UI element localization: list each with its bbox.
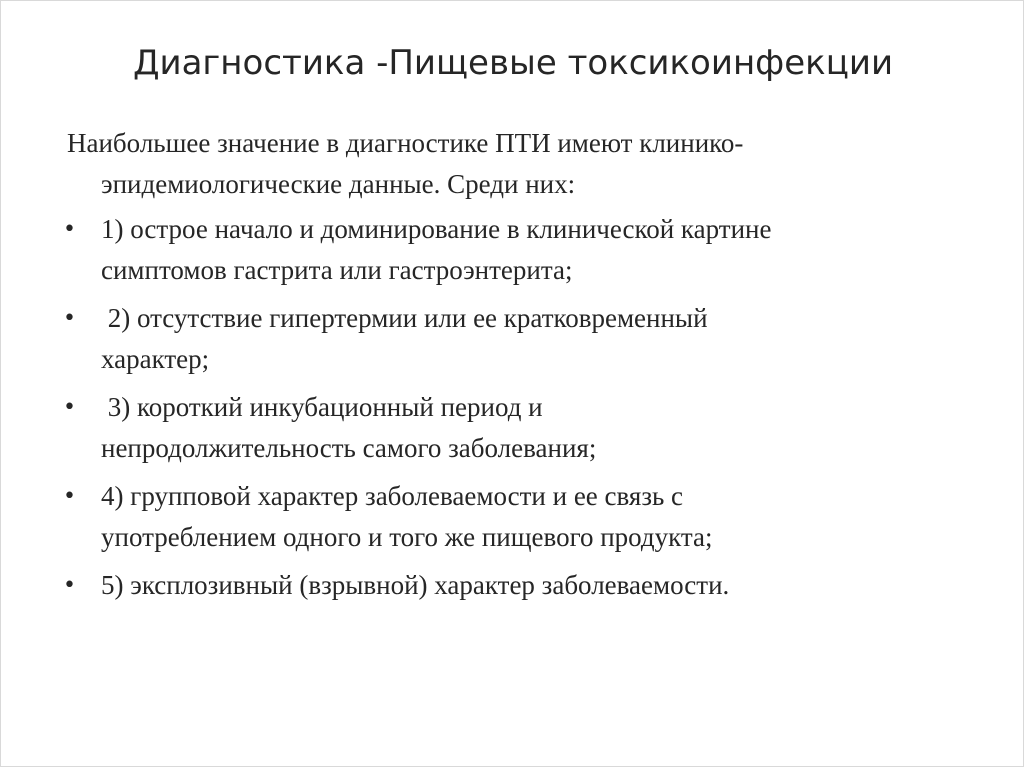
slide-body [63,123,967,613]
bullet-line-1: 5) эксплозивный (взрывной) характер заболеваемости. [101,570,730,600]
bullet-line-2: симптомов гастрита или гастроэнтерита; [101,255,573,285]
slide-title: Диагностика -Пищевые токсикоинфекции [132,43,894,83]
bullet-line-2: употреблением одного и того же пищевого продукта; [101,522,713,552]
bullet-line-2: характер; [101,344,210,374]
bullet-line-1: 4) групповой характер заболеваемости и ее связь с [101,481,684,511]
bullet-item-5 [63,565,967,606]
bullet-item-2 [63,298,967,380]
bullet-marker: • [63,484,76,509]
bullet-item-1 [63,209,967,291]
bullet-marker: • [63,306,76,331]
intro-paragraph [67,123,967,205]
intro-line-2: эпидемиологические данные. Среди них: [101,169,576,199]
bullet-item-3 [63,387,967,469]
bullet-line-1: 3) короткий инкубационный период и [101,392,543,422]
bullet-line-1: 1) острое начало и доминирование в клинической картине [101,214,772,244]
bullet-item-4 [63,476,967,558]
bullet-line-1: 2) отсутствие гипертермии или ее кратковременный [101,303,708,333]
bullet-marker: • [63,573,76,598]
bullet-line-2: непродолжительность самого заболевания; [101,433,597,463]
bullet-marker: • [63,217,76,242]
bullet-marker: • [63,395,76,420]
intro-line-1: Наибольшее значение в диагностике ПТИ имеют клинико- [67,128,744,158]
bullet-list [63,209,967,606]
